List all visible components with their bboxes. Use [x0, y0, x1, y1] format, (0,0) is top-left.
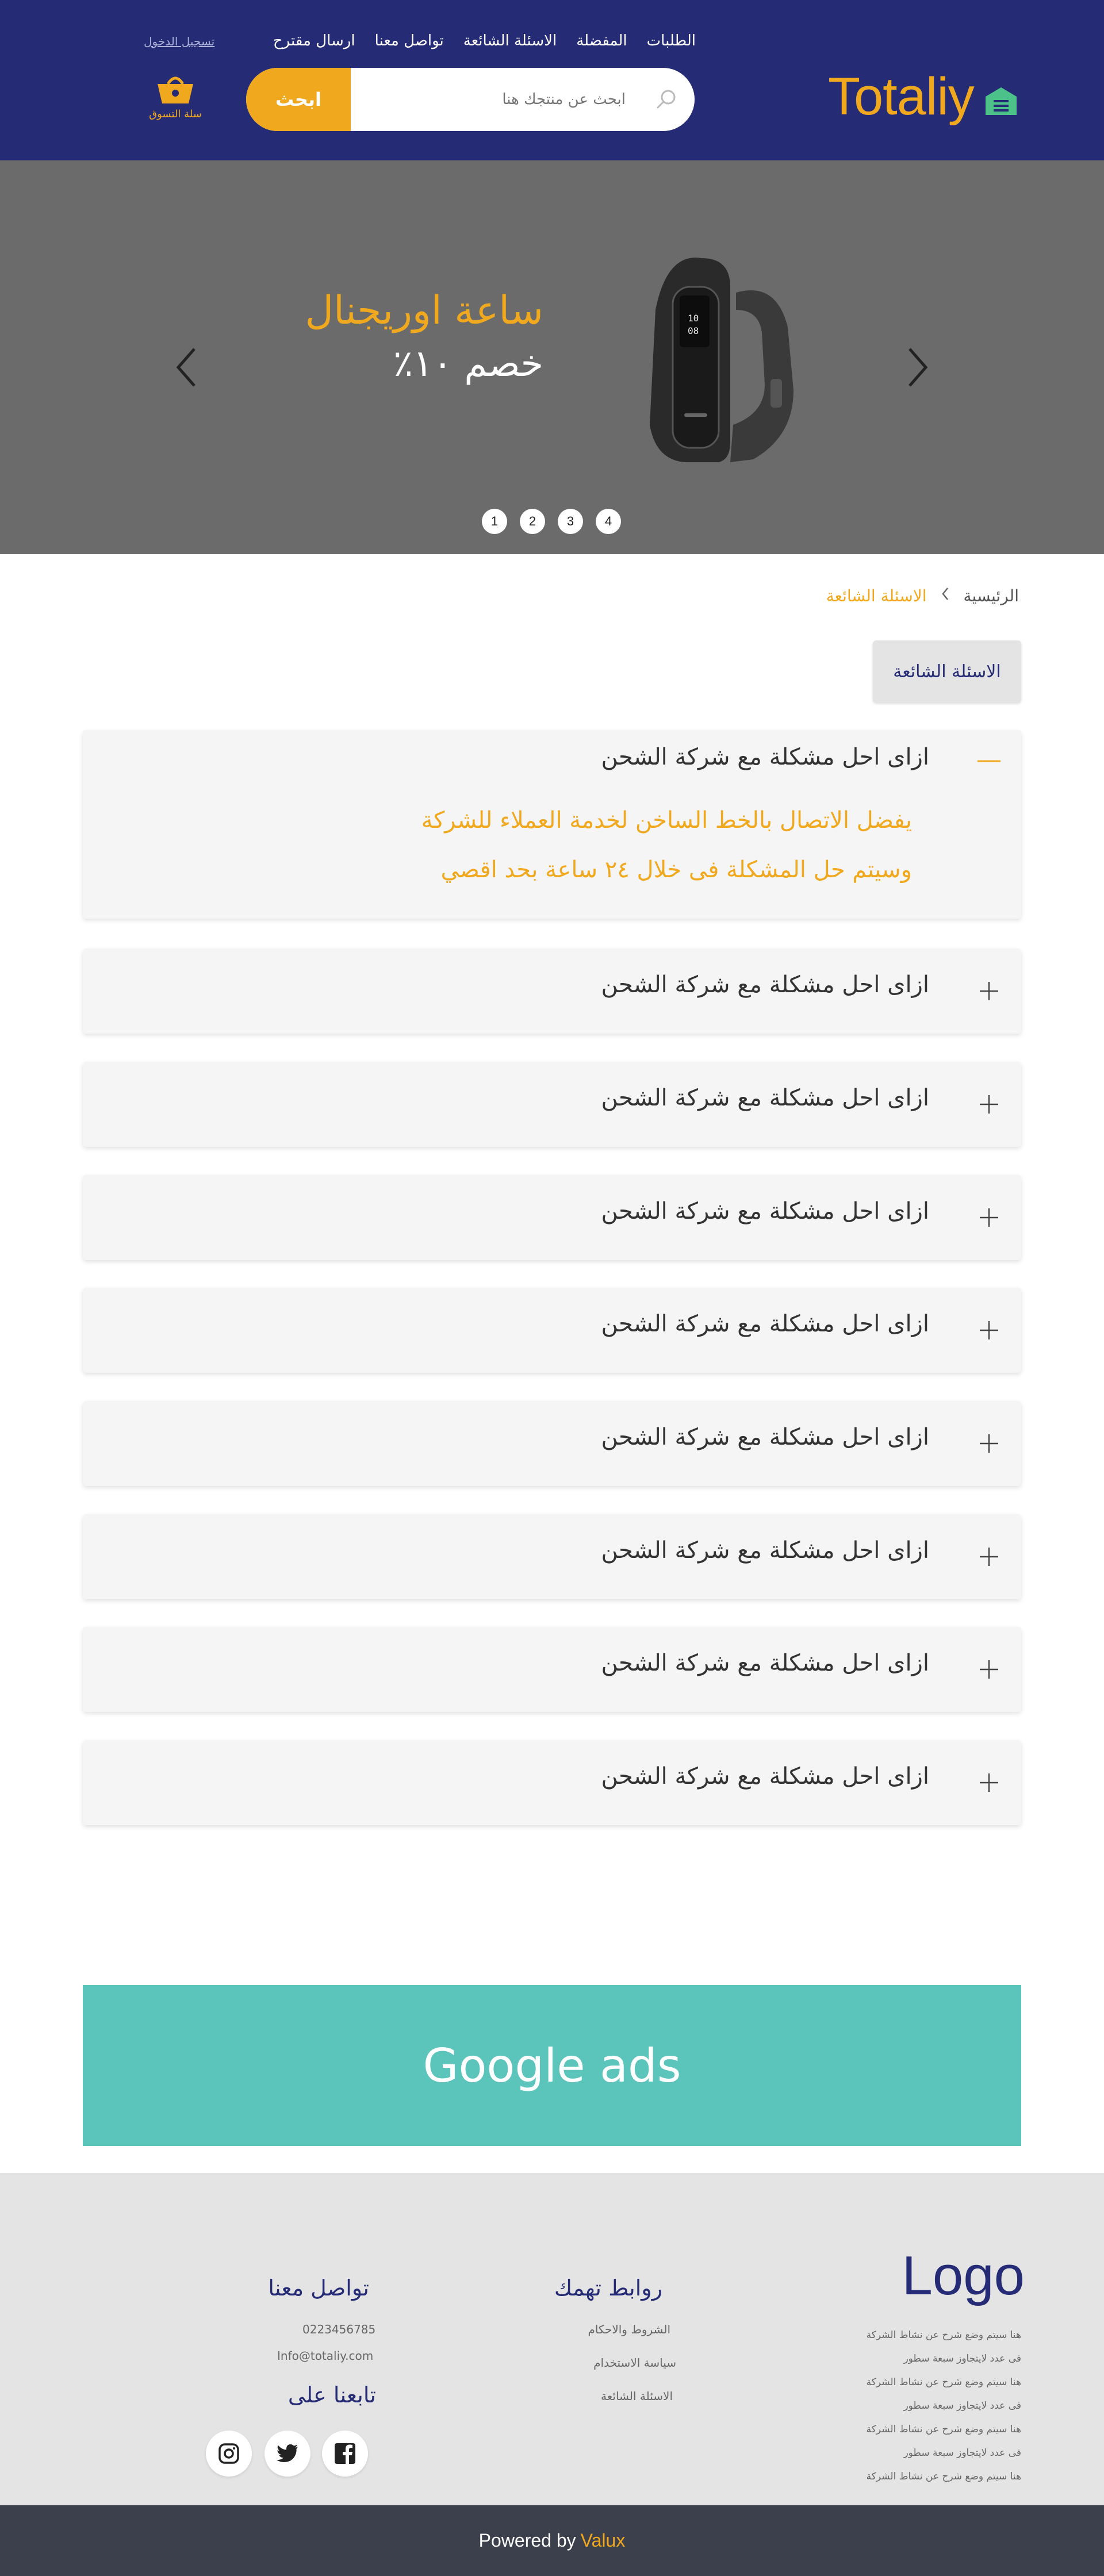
plus-icon[interactable] — [977, 1771, 1000, 1794]
plus-icon[interactable] — [977, 1206, 1000, 1229]
faq-question[interactable]: ازاى احل مشكلة مع شركة الشحن — [601, 1537, 929, 1564]
link-faq[interactable]: الاسئلة الشائعة — [601, 2389, 673, 2403]
search-input[interactable] — [338, 68, 695, 131]
faq-question[interactable]: ازاى احل مشكلة مع شركة الشحن — [601, 1650, 929, 1676]
faq-question[interactable]: ازاى احل مشكلة مع شركة الشحن — [601, 744, 929, 770]
brand-name[interactable]: Totaliy — [828, 67, 974, 126]
faq-item-6[interactable] — [83, 1401, 1021, 1486]
cart-label: سلة التسوق — [149, 108, 202, 120]
links-title: روابط تهمك — [554, 2275, 662, 2301]
slider-next-arrow[interactable] — [903, 344, 931, 390]
faq-answer-line-1: يفضل الاتصال بالخط الساخن لخدمة العملاء للشركة — [421, 807, 912, 834]
slider-prev-arrow[interactable] — [172, 344, 201, 390]
about-line: هنا سيتم وضع شرح عن نشاط الشركة — [866, 2471, 1021, 2482]
about-line: هنا سيتم وضع شرح عن نشاط الشركة — [866, 2329, 1021, 2341]
nav-orders[interactable]: الطلبات — [646, 32, 696, 49]
slider-dot-1[interactable]: 1 — [482, 509, 507, 534]
menu-box-icon — [984, 86, 1018, 118]
faq-item-9[interactable] — [83, 1740, 1021, 1825]
nav-suggestion[interactable]: ارسال مقترح — [273, 32, 355, 49]
basket-icon — [155, 96, 195, 107]
faq-item-5[interactable] — [83, 1288, 1021, 1373]
email-address[interactable]: Info@totaliy.com — [277, 2349, 374, 2363]
ad-banner[interactable] — [83, 1985, 1021, 2146]
powered-by-text: Powered by — [478, 2530, 576, 2551]
faq-question[interactable]: ازاى احل مشكلة مع شركة الشحن — [601, 1763, 929, 1790]
phone-number[interactable]: 0223456785 — [302, 2322, 376, 2336]
twitter-icon[interactable] — [264, 2431, 310, 2477]
link-terms[interactable]: الشروط والاحكام — [588, 2322, 670, 2336]
ad-banner-text: Google ads — [423, 2038, 681, 2093]
faq-question[interactable]: ازاى احل مشكلة مع شركة الشحن — [601, 1311, 929, 1337]
svg-text:08: 08 — [688, 325, 699, 336]
slider-dot-2[interactable]: 2 — [520, 509, 545, 534]
faq-question[interactable]: ازاى احل مشكلة مع شركة الشحن — [601, 1198, 929, 1224]
plus-icon[interactable] — [977, 1432, 1000, 1455]
hero-subtitle: خصم ١٠٪ — [393, 343, 543, 385]
faq-item-1[interactable] — [83, 730, 1021, 919]
minus-icon[interactable] — [977, 750, 1000, 773]
hero-slider — [0, 160, 1104, 554]
site-footer — [0, 2173, 1104, 2505]
slider-dot-3[interactable]: 3 — [558, 509, 583, 534]
nav-favorites[interactable]: المفضلة — [576, 32, 627, 49]
tab-faq[interactable]: الاسئلة الشائعة — [873, 640, 1021, 702]
instagram-icon[interactable] — [206, 2431, 252, 2477]
contact-title: تواصل معنا — [268, 2275, 369, 2301]
hero-title: ساعة اوريجنال — [305, 288, 543, 333]
faq-question[interactable]: ازاى احل مشكلة مع شركة الشحن — [601, 1424, 929, 1450]
chevron-left-icon — [941, 586, 950, 605]
company-about — [831, 2324, 1021, 2489]
slider-dot-4[interactable]: 4 — [596, 509, 621, 534]
plus-icon[interactable] — [977, 1319, 1000, 1342]
search-bar — [246, 68, 695, 131]
search-button[interactable]: ابحث — [246, 68, 351, 131]
plus-icon[interactable] — [977, 1658, 1000, 1681]
powered-by-bar — [0, 2505, 1104, 2576]
breadcrumb-home[interactable]: الرئيسية — [963, 586, 1019, 605]
faq-item-7[interactable] — [83, 1514, 1021, 1599]
site-header — [0, 0, 1104, 160]
footer-logo[interactable]: Logo — [902, 2245, 1025, 2306]
about-line: هنا سيتم وضع شرح عن نشاط الشركة — [866, 2424, 1021, 2435]
faq-item-2[interactable] — [83, 949, 1021, 1034]
nav-faq[interactable]: الاسئلة الشائعة — [463, 32, 557, 49]
breadcrumb — [826, 586, 1019, 605]
brand[interactable] — [828, 68, 1018, 125]
faq-item-3[interactable] — [83, 1062, 1021, 1147]
cart-button[interactable] — [144, 71, 207, 120]
about-line: فى عدد لايتجاوز سبعة سطور — [903, 2400, 1021, 2412]
about-line: فى عدد لايتجاوز سبعة سطور — [903, 2447, 1021, 2459]
faq-item-8[interactable] — [83, 1627, 1021, 1712]
svg-text:10: 10 — [688, 313, 699, 324]
plus-icon[interactable] — [977, 980, 1000, 1003]
plus-icon[interactable] — [977, 1545, 1000, 1568]
faq-question[interactable]: ازاى احل مشكلة مع شركة الشحن — [601, 1085, 929, 1111]
about-line: فى عدد لايتجاوز سبعة سطور — [903, 2353, 1021, 2364]
slider-dots — [482, 509, 621, 534]
smartwatch-image — [632, 241, 805, 473]
follow-title: تابعنا على — [288, 2382, 376, 2408]
about-line: هنا سيتم وضع شرح عن نشاط الشركة — [866, 2377, 1021, 2388]
powered-by-link[interactable]: Valux — [580, 2530, 626, 2551]
faq-question[interactable]: ازاى احل مشكلة مع شركة الشحن — [601, 972, 929, 998]
plus-icon[interactable] — [977, 1093, 1000, 1116]
login-link[interactable]: تسجيل الدخول — [144, 34, 215, 48]
nav-contact[interactable]: تواصل معنا — [374, 32, 444, 49]
facebook-icon[interactable] — [322, 2431, 368, 2477]
faq-item-4[interactable] — [83, 1175, 1021, 1260]
search-icon[interactable] — [656, 89, 677, 113]
faq-answer-line-2: وسيتم حل المشكلة فى خلال ٢٤ ساعة بحد اقصي — [440, 857, 912, 883]
breadcrumb-current: الاسئلة الشائعة — [826, 586, 927, 605]
main-nav — [273, 32, 696, 49]
link-usage-policy[interactable]: سياسة الاستخدام — [593, 2356, 676, 2370]
